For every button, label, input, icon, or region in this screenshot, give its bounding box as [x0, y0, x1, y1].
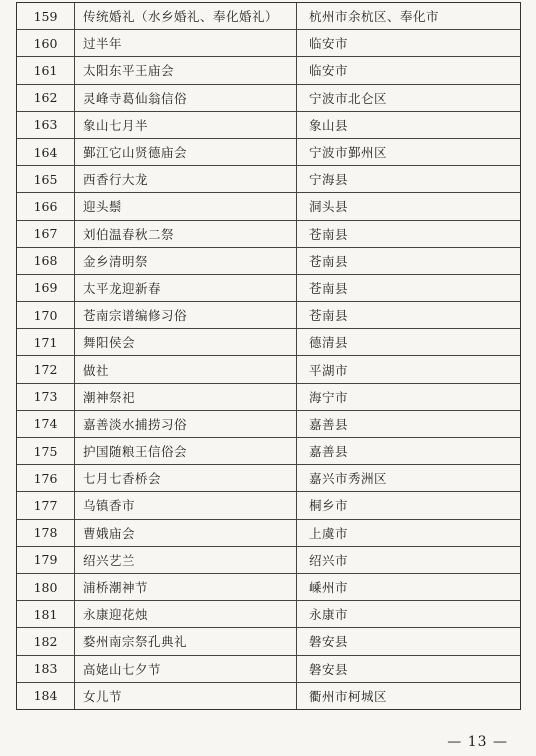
- row-number: 169: [17, 275, 75, 301]
- table-row: [17, 248, 520, 275]
- item-location: 嘉兴市秀洲区: [309, 471, 388, 487]
- row-number: 176: [17, 465, 75, 491]
- row-number: 160: [17, 30, 75, 56]
- item-name: 传统婚礼（水乡婚礼、奉化婚礼）: [75, 3, 297, 29]
- row-number: 180: [17, 574, 75, 600]
- table-row: [17, 656, 520, 683]
- item-location: 平湖市: [309, 362, 349, 378]
- table-row: [17, 411, 520, 438]
- item-name: 舞阳侯会: [75, 329, 297, 355]
- table-row: [17, 329, 520, 356]
- row-number: 161: [17, 57, 75, 83]
- table-row: [17, 628, 520, 655]
- row-number: 168: [17, 248, 75, 274]
- row-number: 173: [17, 384, 75, 410]
- row-number: 181: [17, 601, 75, 627]
- item-location: 苍南县: [309, 308, 349, 324]
- table-row: [17, 85, 520, 112]
- table-row: [17, 193, 520, 220]
- row-number: 171: [17, 329, 75, 355]
- item-location: 磐安县: [309, 661, 349, 677]
- item-name: 西香行大龙: [75, 166, 297, 192]
- item-name: 迎头鬃: [75, 193, 297, 219]
- row-number: 178: [17, 520, 75, 546]
- page-number: — 13 —: [447, 734, 508, 750]
- table-row: [17, 465, 520, 492]
- table-row: [17, 302, 520, 329]
- item-name: 乌镇香市: [75, 492, 297, 518]
- item-location: 德清县: [309, 335, 349, 351]
- table-row: [17, 384, 520, 411]
- item-name: 太阳东平王庙会: [75, 57, 297, 83]
- table-row: [17, 30, 520, 57]
- table-row: [17, 166, 520, 193]
- table-row: [17, 574, 520, 601]
- row-number: 179: [17, 547, 75, 573]
- item-name: 婺州南宗祭孔典礼: [75, 628, 297, 654]
- row-number: 165: [17, 166, 75, 192]
- item-location: 绍兴市: [309, 552, 349, 568]
- item-name: 高姥山七夕节: [75, 656, 297, 682]
- row-number: 183: [17, 656, 75, 682]
- item-name: 潮神祭祀: [75, 384, 297, 410]
- item-location: 衢州市柯城区: [309, 688, 388, 704]
- table-row: [17, 547, 520, 574]
- item-location: 宁波市北仑区: [309, 90, 388, 106]
- table-row: [17, 275, 520, 302]
- row-number: 167: [17, 221, 75, 247]
- item-name: 金乡清明祭: [75, 248, 297, 274]
- row-number: 170: [17, 302, 75, 328]
- item-location: 临安市: [309, 36, 349, 52]
- row-number: 172: [17, 356, 75, 382]
- item-name: 象山七月半: [75, 112, 297, 138]
- row-number: 162: [17, 85, 75, 111]
- item-name: 七月七香桥会: [75, 465, 297, 491]
- item-name: 鄞江它山贤德庙会: [75, 139, 297, 165]
- table-row: [17, 520, 520, 547]
- row-number: 174: [17, 411, 75, 437]
- item-location: 桐乡市: [309, 498, 349, 514]
- table-row: [17, 356, 520, 383]
- item-name: 过半年: [75, 30, 297, 56]
- item-name: 刘伯温春秋二祭: [75, 221, 297, 247]
- item-location: 杭州市余杭区、奉化市: [309, 9, 440, 25]
- item-name: 永康迎花烛: [75, 601, 297, 627]
- item-location: 上虞市: [309, 525, 349, 541]
- item-location: 海宁市: [309, 389, 349, 405]
- item-location: 永康市: [309, 607, 349, 623]
- item-location: 洞头县: [309, 199, 349, 215]
- heritage-table: [16, 2, 521, 710]
- item-location: 象山县: [309, 117, 349, 133]
- row-number: 182: [17, 628, 75, 654]
- item-name: 苍南宗谱编修习俗: [75, 302, 297, 328]
- table-row: [17, 492, 520, 519]
- item-location: 苍南县: [309, 280, 349, 296]
- item-location: 磐安县: [309, 634, 349, 650]
- item-name: 做社: [75, 356, 297, 382]
- row-number: 175: [17, 438, 75, 464]
- row-number: 184: [17, 683, 75, 709]
- table-row: [17, 438, 520, 465]
- table-row: [17, 112, 520, 139]
- row-number: 164: [17, 139, 75, 165]
- item-name: 灵峰寺葛仙翁信俗: [75, 85, 297, 111]
- item-name: 女儿节: [75, 683, 297, 709]
- table-row: [17, 221, 520, 248]
- item-name: 太平龙迎新春: [75, 275, 297, 301]
- item-name: 曹娥庙会: [75, 520, 297, 546]
- table-row: [17, 683, 520, 710]
- item-location: 宁海县: [309, 172, 349, 188]
- item-location: 嘉善县: [309, 416, 349, 432]
- row-number: 159: [17, 3, 75, 29]
- item-name: 绍兴艺兰: [75, 547, 297, 573]
- table-row: [17, 57, 520, 84]
- item-location: 临安市: [309, 63, 349, 79]
- table-row: [17, 139, 520, 166]
- row-number: 166: [17, 193, 75, 219]
- item-name: 浦桥潮神节: [75, 574, 297, 600]
- item-location: 宁波市鄞州区: [309, 145, 388, 161]
- item-location: 嵊州市: [309, 580, 349, 596]
- item-name: 护国随粮王信俗会: [75, 438, 297, 464]
- item-location: 苍南县: [309, 253, 349, 269]
- row-number: 163: [17, 112, 75, 138]
- row-number: 177: [17, 492, 75, 518]
- item-location: 嘉善县: [309, 444, 349, 460]
- table-row: [17, 3, 520, 30]
- item-location: 苍南县: [309, 226, 349, 242]
- item-name: 嘉善淡水捕捞习俗: [75, 411, 297, 437]
- table-row: [17, 601, 520, 628]
